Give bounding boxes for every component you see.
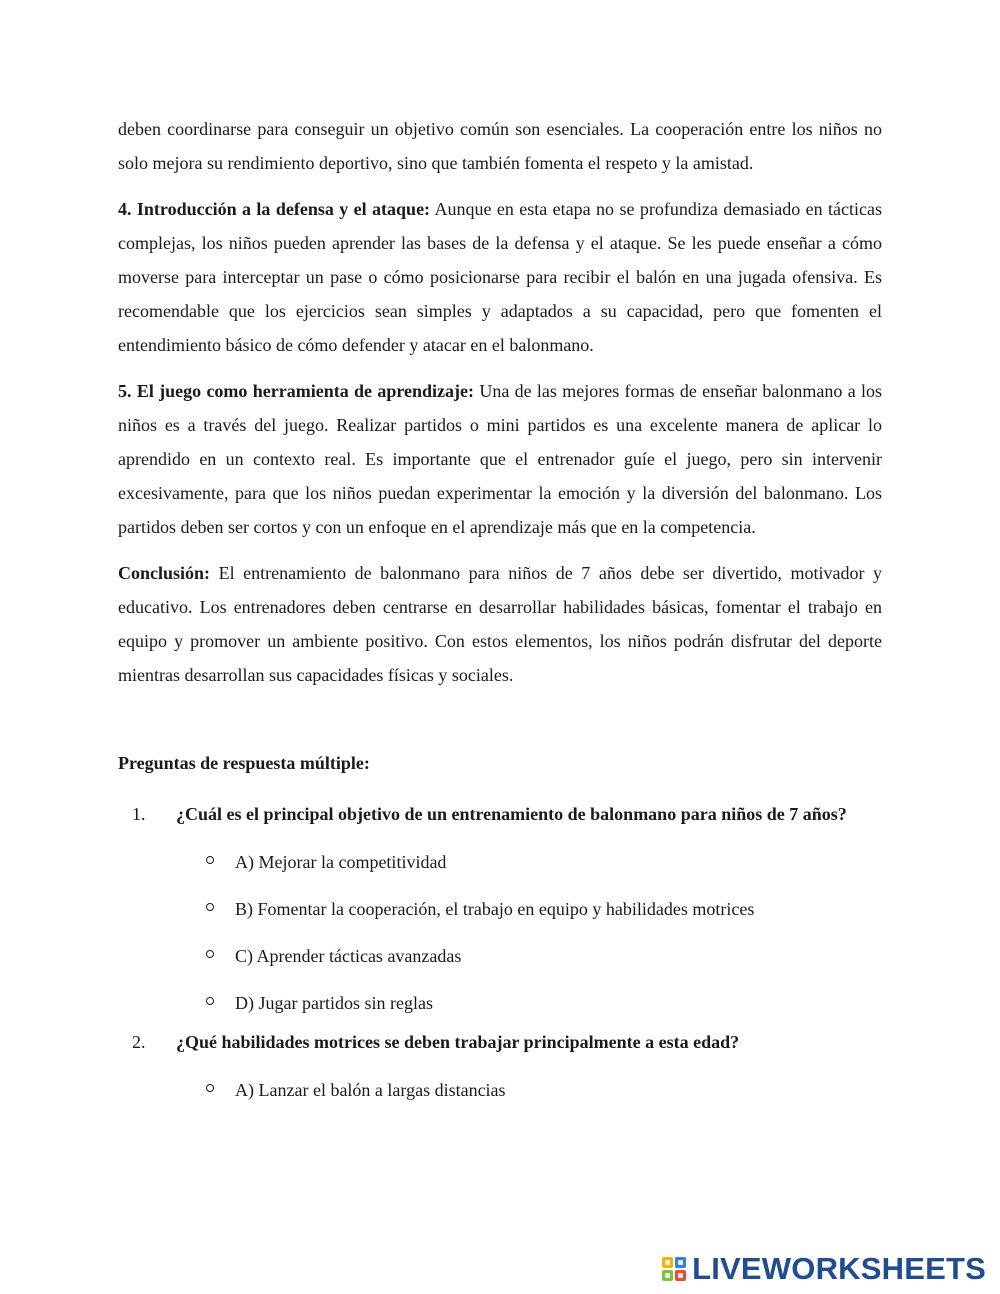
- paragraph-1: [118, 112, 882, 180]
- question-1: [118, 798, 882, 1026]
- question-2-option-a[interactable]: [118, 1066, 882, 1113]
- question-2-number: 2.: [132, 1032, 146, 1052]
- paragraph-3-text: Una de las mejores formas de enseñar balonmano a los niños es a través del juego. Realizar partidos o mini partidos es una excelente manera de aplicar lo aprendido en un contexto real. Es importante que el entrenador guíe el juego, pero sin intervenir excesivamente, para que los niños puedan experimentar la emoción y la diversión del balonmano. Los partidos deben ser cortos y con un enfoque en el aprendizaje más que en la competencia.: [118, 381, 883, 537]
- paragraph-2: [118, 192, 882, 362]
- question-1-option-b-label: B) Fomentar la cooperación, el trabajo en equipo y habilidades motrices: [235, 898, 755, 919]
- question-1-options: [118, 838, 882, 1026]
- radio-circle-icon: [206, 903, 214, 911]
- logo-block-3: [662, 1270, 673, 1281]
- question-2-option-a-label: A) Lanzar el balón a largas distancias: [235, 1079, 506, 1100]
- paragraph-4-bold: Conclusión:: [118, 563, 211, 583]
- radio-circle-icon: [206, 997, 214, 1005]
- paragraph-3: [118, 374, 882, 544]
- question-1-row: [118, 798, 882, 830]
- liveworksheets-logo: [662, 1253, 986, 1284]
- logo-block-4: [675, 1270, 686, 1281]
- logo-block-1: [662, 1257, 673, 1268]
- question-1-option-d[interactable]: [118, 979, 882, 1026]
- question-2: [118, 1026, 882, 1113]
- logo-text: LIVEWORKSHEETS: [692, 1251, 986, 1286]
- question-2-number-wrap: [118, 1026, 176, 1058]
- question-1-option-a[interactable]: [118, 838, 882, 885]
- paragraph-4: [118, 556, 882, 692]
- paragraph-2-bold: 4. Introducción a la defensa y el ataque:: [118, 199, 431, 219]
- question-1-text: ¿Cuál es el principal objetivo de un entrenamiento de balonmano para niños de 7 años?: [176, 804, 847, 824]
- paragraph-3-bold: 5. El juego como herramienta de aprendizaje:: [118, 381, 474, 401]
- logo-block-2: [675, 1257, 686, 1268]
- question-1-option-b[interactable]: [118, 885, 882, 932]
- question-1-number: 1.: [132, 804, 146, 824]
- radio-circle-icon: [206, 1084, 214, 1092]
- logo-blocks-icon: [662, 1257, 686, 1281]
- question-2-options: [118, 1066, 882, 1113]
- question-1-option-c[interactable]: [118, 932, 882, 979]
- question-1-number-wrap: [118, 798, 176, 830]
- multiple-choice-heading: Preguntas de respuesta múltiple:: [118, 753, 370, 773]
- paragraph-1-text: deben coordinarse para conseguir un objetivo común son esenciales. La cooperación entre los niños no solo mejora su rendimiento deportivo, sino que también fomenta el respeto y la amistad.: [118, 119, 882, 173]
- paragraph-4-text: El entrenamiento de balonmano para niños de 7 años debe ser divertido, motivador y educativo. Los entrenadores deben centrarse en desarrollar habilidades básicas, fomentar el trabajo en equipo y promover un ambiente positivo. Con estos elementos, los niños podrán disfrutar del deporte mientras desarrollan sus capacidades físicas y sociales.: [118, 563, 882, 685]
- radio-circle-icon: [206, 950, 214, 958]
- paragraph-2-text: Aunque en esta etapa no se profundiza demasiado en tácticas complejas, los niños pueden aprender las bases de la defensa y el ataque. Se les puede enseñar a cómo moverse para interceptar un pase o cómo posicionarse para recibir el balón en una jugada ofensiva. Es recomendable que los ejercicios sean simples y adaptados a su capacidad, pero que fomenten el entendimiento básico de cómo defender y atacar en el balonmano.: [118, 199, 882, 355]
- question-1-option-d-label: D) Jugar partidos sin reglas: [235, 992, 433, 1013]
- question-1-option-c-label: C) Aprender tácticas avanzadas: [235, 945, 462, 966]
- radio-circle-icon: [206, 856, 214, 864]
- question-2-row: [118, 1026, 882, 1058]
- document-page: [118, 112, 882, 1113]
- question-2-text: ¿Qué habilidades motrices se deben trabajar principalmente a esta edad?: [176, 1032, 740, 1052]
- question-1-option-a-label: A) Mejorar la competitividad: [235, 851, 447, 872]
